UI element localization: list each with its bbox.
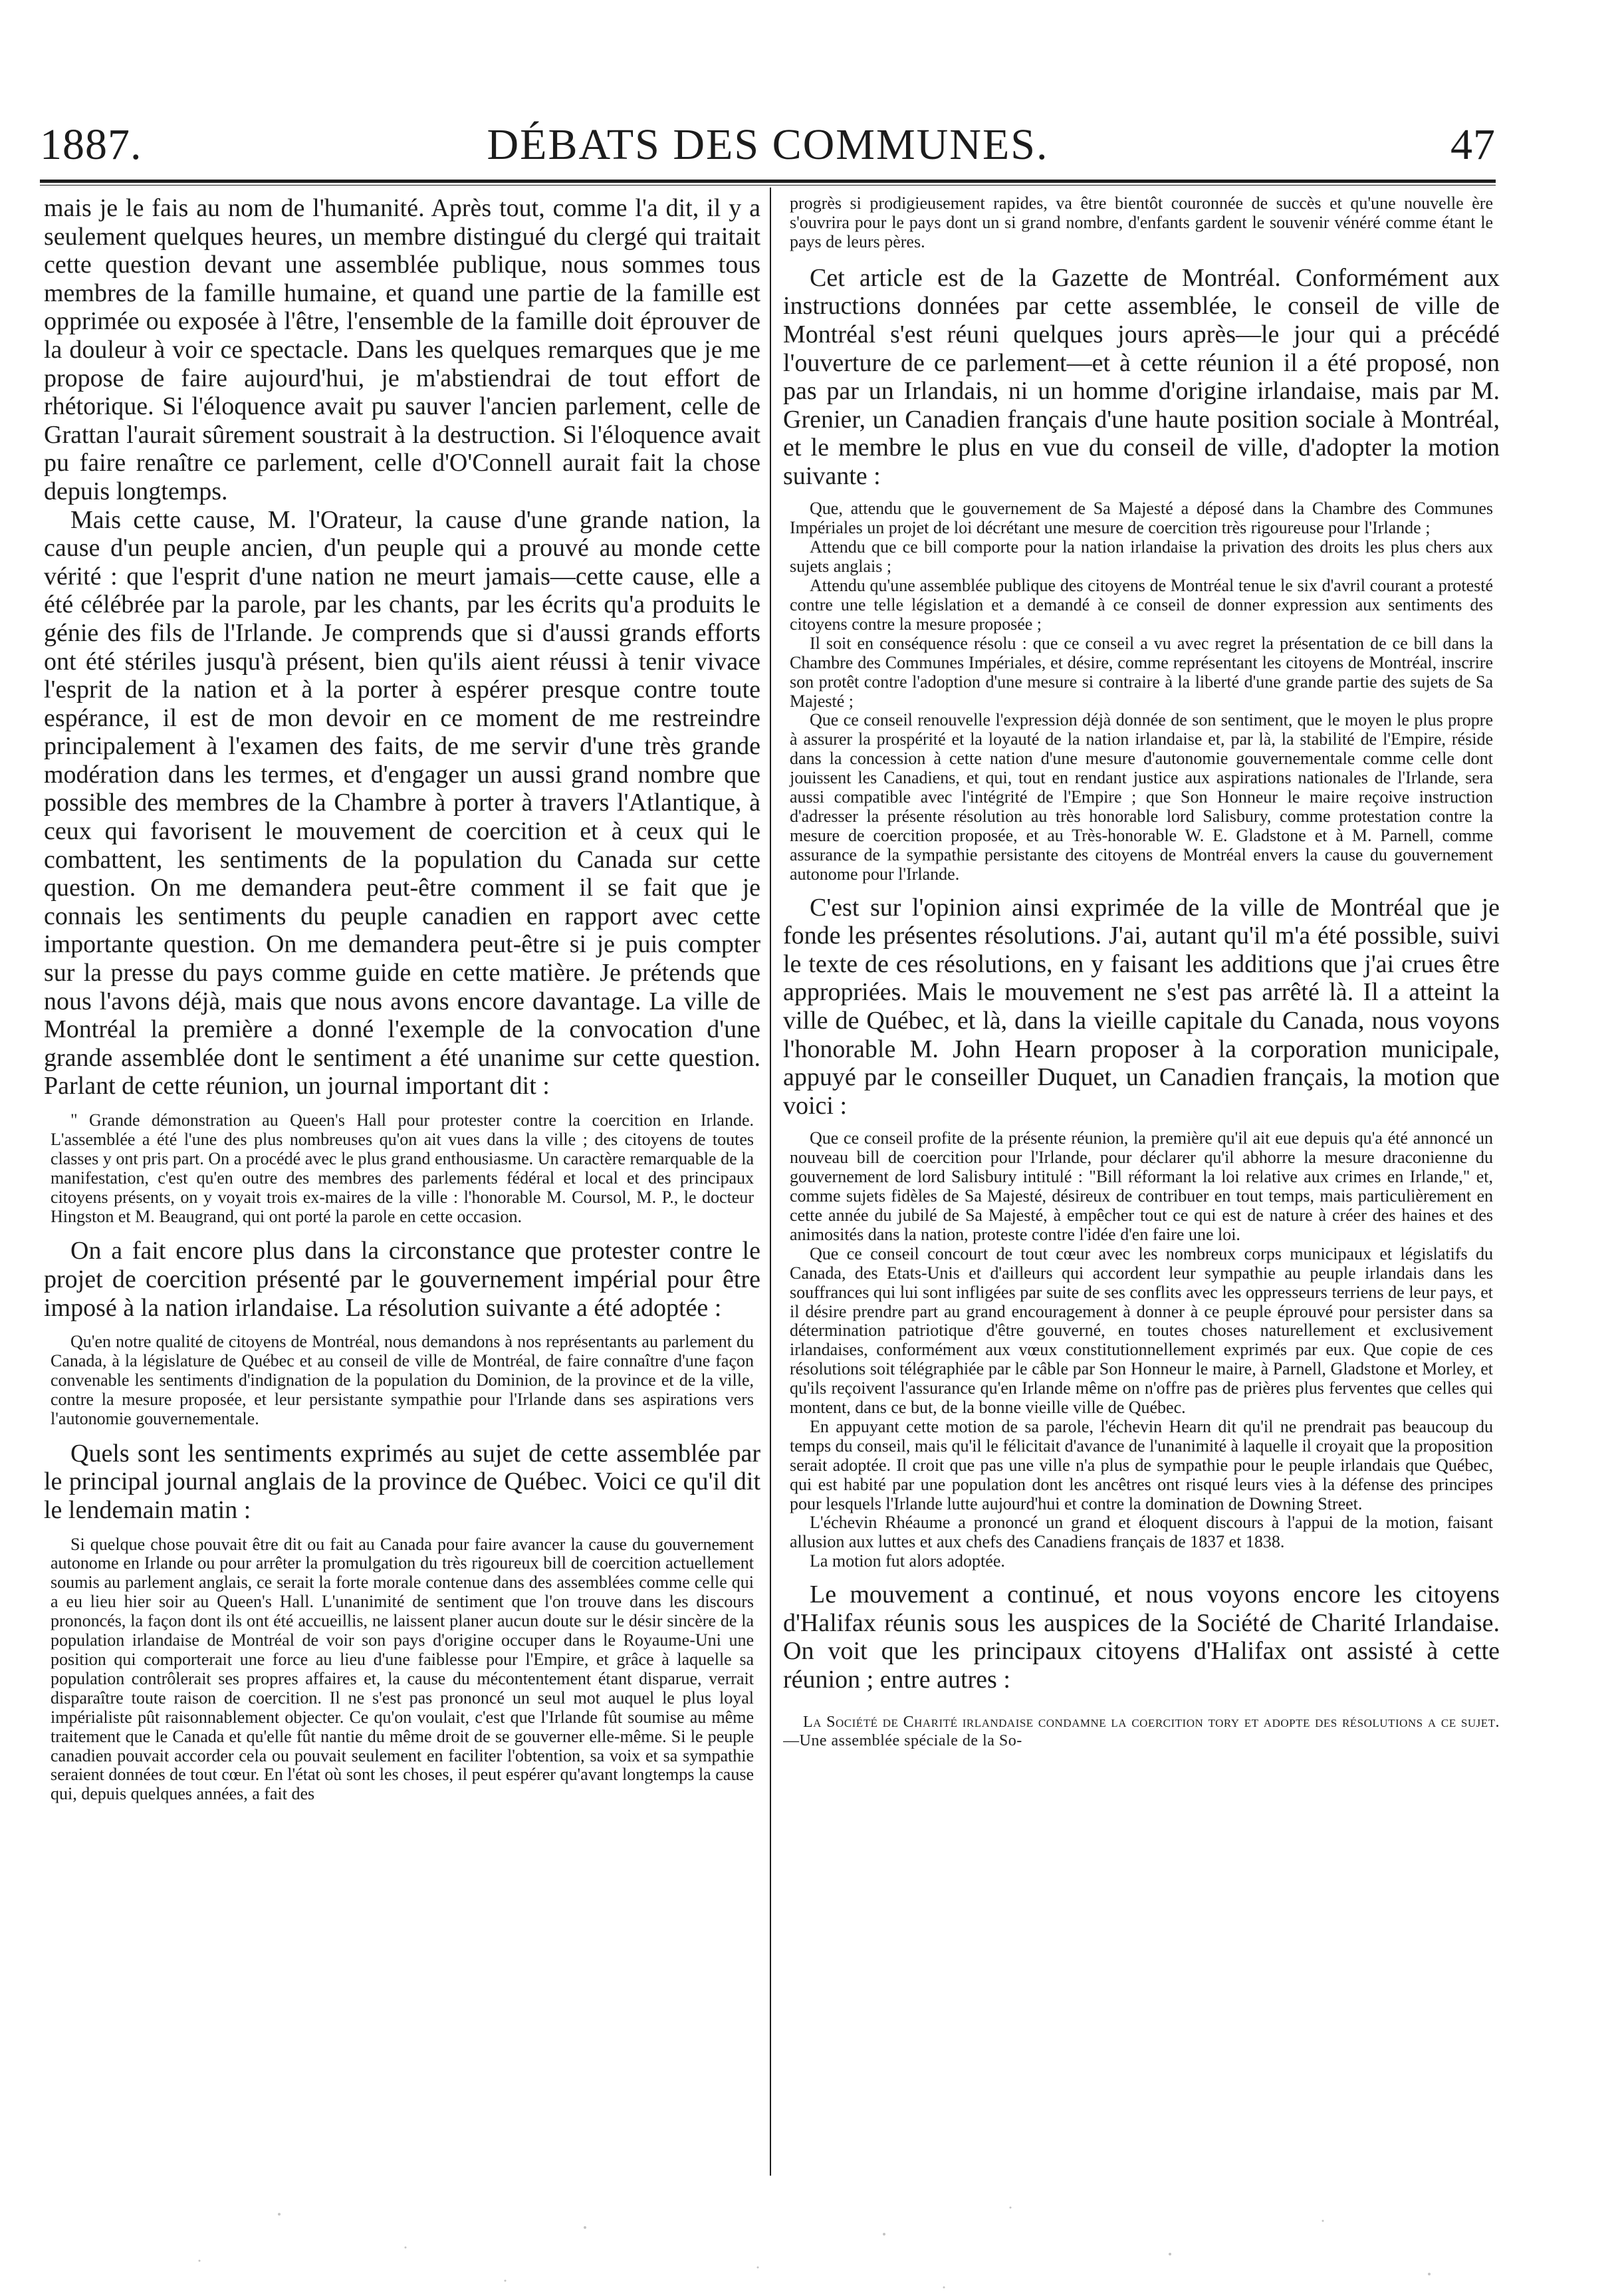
motion-block xyxy=(790,1129,1493,1571)
motion-clause: Que ce conseil renouvelle l'expression déjà donnée de son sentiment, que le moyen le plus propre à assurer la prospérité et la loyauté de la nation irlandaise et, par là, la stabilité de l'Empire, réside dans la concession à cette nation d'une mesure d'autonomie gouvernementale comme celle dont jouissent les Canadiens, et qui, tout en rendant justice aux aspirations nationales de l'Irlande, sera aussi compatible avec l'intégrité de l'Empire ; que Son Honneur le maire reçoive instruction d'adresser la présente résolution au très honorable lord Salisbury, comme protestation contre la mesure de coercition proposée, et au Très-honorable W. E. Gladstone et à M. Parnell, comme assurance de la sympathie persistante des citoyens de Montréal envers la cause du gouvernement autonome pour l'Irlande. xyxy=(790,710,1493,884)
motion-clause: Attendu que ce bill comporte pour la nation irlandaise la privation des droits les plus chers aux sujets anglais ; xyxy=(790,537,1493,576)
header-rule-thin xyxy=(40,185,1496,186)
paragraph: Quels sont les sentiments exprimés au sujet de cette assemblée par le principal journal anglais de la province de Québec. Voici ce qu'il dit le lendemain matin : xyxy=(44,1439,760,1524)
paragraph: mais je le fais au nom de l'humanité. Après tout, comme l'a dit, il y a seulement quelques heures, un membre distingué du clergé qui traitait cette question devant une assemblée publique, nous sommes tous membres de la famille humaine, et quand une partie de la famille est opprimée ou exposée à l'être, l'ensemble de la famille doit éprouver de la douleur à voir ce spectacle. Dans les quelques remarques que je me propose de faire aujourd'hui, je m'abstiendrai de tout effort de rhétorique. Si l'éloquence avait pu sauver l'ancien parlement, celle de Grattan l'aurait sûrement soustrait à la destruction. Si l'éloquence avait pu faire renaître ce parlement, celle d'O'Connell aurait fait la chose depuis longtemps. xyxy=(44,194,760,505)
motion-clause: Que, attendu que le gouvernement de Sa Majesté a déposé dans la Chambre des Communes Impériales un projet de loi décrétant une mesure de coercition très rigoureuse pour l'Irlande ; xyxy=(790,499,1493,538)
paragraph: On a fait encore plus dans la circonstance que protester contre le projet de coercition présenté par le gouvernement impérial pour être imposé à la nation irlandaise. La résolution suivante a été adoptée : xyxy=(44,1237,760,1322)
scan-specks xyxy=(0,2188,1618,2294)
motion-clause: Attendu qu'une assemblée publique des citoyens de Montréal tenue le six d'avril courant a protesté contre une telle législation et a demandé à ce conseil de donner expression aux sentiments des citoyens contre la mesure proposée ; xyxy=(790,576,1493,634)
news-heading-caps: La Société de Charité irlandaise condamne la coercition tory et adopte des résolutions a ce sujet. xyxy=(803,1713,1500,1731)
left-column xyxy=(44,194,760,2182)
paragraph: Cet article est de la Gazette de Montréal. Conformément aux instructions données par cette assemblée, le conseil de ville de Montréal s'est réuni quelques jours après—le jour qui a précédé l'ouverture de ce parlement—et à cette réunion il a été proposé, non pas par un Irlandais, ni un homme d'origine irlandaise, mais par M. Grenier, un Canadien français d'une haute position sociale à Montréal, et le membre le plus en vue du conseil de ville, d'adopter la motion suivante : xyxy=(783,263,1500,490)
quoted-excerpt: Si quelque chose pouvait être dit ou fait au Canada pour faire avancer la cause du gouvernement autonome en Irlande ou pour arrêter la promulgation du très rigoureux bill de coercition actuellement soumis au parlement anglais, ce serait la forte morale contenue dans des assemblées comme celle qui a eu lieu hier soir au Queen's Hall. L'unanimité de sentiment que l'on trouve dans les discours prononcés, la façon dont ils ont été accueillis, ne laissent planer aucun doute sur le désir sincère de la population irlandaise de Montréal de voir son pays d'origine occuper dans le Royaume-Uni une position qui comporterait une force au lieu d'une faiblesse pour l'Empire, et grâce à laquelle sa population contrôlerait ses propres affaires et, la cause du mécontentement étant disparue, verrait disparaître toute raison de coercition. Il ne s'est pas prononcé un seul mot auquel le plus loyal impérialiste pût raisonnablement objecter. Ce qu'on voulait, c'est que l'Irlande fût soumise au même traitement que le Canada et qu'elle fût nantie du même droit de se gouverner elle-même. Si le peuple canadien pouvait accorder cela ou pouvait seulement en faciliter l'obtention, sa voix et sa sympathie seraient données de tout cœur. En l'état où sont les choses, il peut espérer qu'avant longtemps la cause qui, depuis quelques années, a fait des xyxy=(51,1534,754,1804)
quoted-excerpt: " Grande démonstration au Queen's Hall pour protester contre la coercition en Irlande. L'assemblée a été l'une des plus nombreuses qu'on ait vues dans la ville ; des citoyens de toutes classes y ont pris part. On a procédé avec le plus grand enthousiasme. Un caractère remarquable de la manifestation, c'est qu'en outre des membres des parlements fédéral et local et des principaux citoyens présents, on y voyait trois ex-maires de la ville : l'honorable M. Coursol, M. P., le docteur Hingston et M. Beaugrand, qui ont porté la parole en cette occasion. xyxy=(51,1110,754,1226)
resolution-text: Qu'en notre qualité de citoyens de Montréal, nous demandons à nos représentants au parlement du Canada, à la législature de Québec et au conseil de ville de Montréal, de faire connaître d'une façon convenable les sentiments d'indignation de la population du Dominion, de la province et de la ville, contre la mesure proposée, et leur persistante sympathie pour l'Irlande dans ses aspirations vers l'autonomie gouvernementale. xyxy=(51,1332,754,1428)
motion-clause: La motion fut alors adoptée. xyxy=(810,1551,1005,1571)
quoted-excerpt-continued: progrès si prodigieusement rapides, va être bientôt couronnée de succès et qu'une nouvelle ère s'ouvrira pour le pays dont un si grand nombre, d'enfants gardent le souvenir vénéré comme étant le pays de leurs pères. xyxy=(790,194,1493,251)
motion-block xyxy=(790,499,1493,884)
motion-clause: En appuyant cette motion de sa parole, l'échevin Hearn dit qu'il ne prendrait pas beaucoup du temps du conseil, mais qu'il le félicitait d'avance de l'unanimité à laquelle il croyait que la proposition serait adoptée. Il croit que pas une ville n'a plus de sympathie pour le peuple irlandais que Québec, qui est habité par une population dont les ancêtres ont risqué leurs vies à la défense des principes pour lesquels l'Irlande lutte aujourd'hui et contre la domination de Downing Street. xyxy=(790,1416,1493,1513)
motion-clause: L'échevin Rhéaume a prononcé un grand et éloquent discours à l'appui de la motion, faisant allusion aux luttes et aux chefs des Canadiens français de 1837 et 1838. xyxy=(790,1513,1493,1552)
right-column xyxy=(783,194,1500,2182)
header-rule xyxy=(40,180,1496,183)
header-year: 1887. xyxy=(40,120,142,169)
paragraph: Mais cette cause, M. l'Orateur, la cause d'une grande nation, la cause d'un peuple ancien, d'un peuple qui a prouvé au monde cette vérité : que l'esprit d'une nation ne meurt jamais—cette cause, elle a été célébrée par la parole, par les chants, par les écrits qu'a produits le génie des fils de l'Irlande. Je comprends que si d'aussi grands efforts ont été stériles jusqu'à présent, bien qu'ils aient réussi à tenir vivace l'esprit de la nation et à la porter à espérer presque contre toute espérance, il est de mon devoir en ce moment de me restreindre principalement à l'examen des faits, de me servir d'une très grande modération dans les termes, et d'engager un aussi grand nombre que possible des membres de la Chambre à porter à travers l'Atlantique, à ceux qui favorisent le mouvement de coercition et à ceux qui le combattent, les sentiments de la population du Canada sur cette question. On me demandera peut-être comment il se fait que je connais les sentiments du peuple canadien en rapport avec cette importante question. On me demandera peut-être si je puis compter sur la presse du pays comme guide en cette matière. Je prétends que nous l'avons déjà, mais que nous avons encore davantage. La ville de Montréal la première a donné l'exemple de la convocation d'une grande assemblée dont le sentiment a été unanime sur cette question. Parlant de cette réunion, un journal important dit : xyxy=(44,505,760,1100)
news-heading-rest: —Une assemblée spéciale de la So- xyxy=(783,1731,1022,1749)
header-title: DÉBATS DES COMMUNES. xyxy=(487,120,1049,169)
motion-clause: Il soit en conséquence résolu : que ce conseil a vu avec regret la présentation de ce bill dans la Chambre des Communes Impériales, et désire, comme représentant les citoyens de Montréal, inscrire son protêt contre l'adoption d'une mesure si contraire à la liberté d'une grande partie des sujets de Sa Majesté ; xyxy=(790,633,1493,711)
motion-clause: Que ce conseil profite de la présente réunion, la première qu'il ait eue depuis qu'a été annoncé un nouveau bill de coercition pour l'Irlande, pour déclarer qu'il abhorre la mesure draconienne du gouvernement de lord Salisbury intitulé : "Bill réformant la loi relative aux crimes en Irlande," et, comme sujets fidèles de Sa Majesté, désireux de contribuer en tout temps, mais particulièrement en cette année du jubilé de Sa Majesté, à empêcher tout ce qui est de nature à créer des haines et des animosités dans la nation, proteste contre l'idée d'en faire une loi. xyxy=(790,1128,1493,1244)
news-heading xyxy=(783,1713,1500,1750)
page-header xyxy=(40,118,1496,172)
paragraph: Le mouvement a continué, et nous voyons encore les citoyens d'Halifax réunis sous les auspices de la Société de Charité Irlandaise. On voit que les principaux citoyens d'Halifax ont assisté à cette réunion ; entre autres : xyxy=(783,1581,1500,1694)
paragraph: C'est sur l'opinion ainsi exprimée de la ville de Montréal que je fonde les présentes résolutions. J'ai, autant qu'il m'a été possible, suivi le texte de ces résolutions, en y faisant les additions que j'ai crues être appropriées. Mais le mouvement ne s'est pas arrêté là. Il a atteint la ville de Québec, et là, dans la vieille capitale du Canada, nous voyons l'honorable M. John Hearn proposer à la corporation municipale, appuyé par le conseiller Duquet, un Canadien français, la motion que voici : xyxy=(783,893,1500,1120)
column-divider xyxy=(770,188,771,2176)
motion-clause: Que ce conseil concourt de tout cœur avec les nombreux corps municipaux et législatifs du Canada, des Etats-Unis et d'ailleurs qui accordent leur sympathie au peuple irlandais dans les souffrances qui lui sont infligées par suite de ses conflits avec les oppresseurs terriens de leur pays, et il désire prendre part au grand encouragement à donner à ce peuple éprouvé pour persister dans sa détermination patriotique d'être gouverné, en toutes choses naturellement et exclusivement irlandaises, conformément aux vœux constitutionnellement exprimés par eux. Que copie de ces résolutions soit télégraphiée par le câble par Son Honneur le maire, à Parnell, Gladstone et Morley, et qu'ils reçoivent l'assurance qu'en Irlande même on n'offre pas de prières plus ferventes que celles qui montent, dans ce but, de la bonne vieille ville de Québec. xyxy=(790,1243,1493,1418)
header-page-number: 47 xyxy=(1450,120,1496,169)
